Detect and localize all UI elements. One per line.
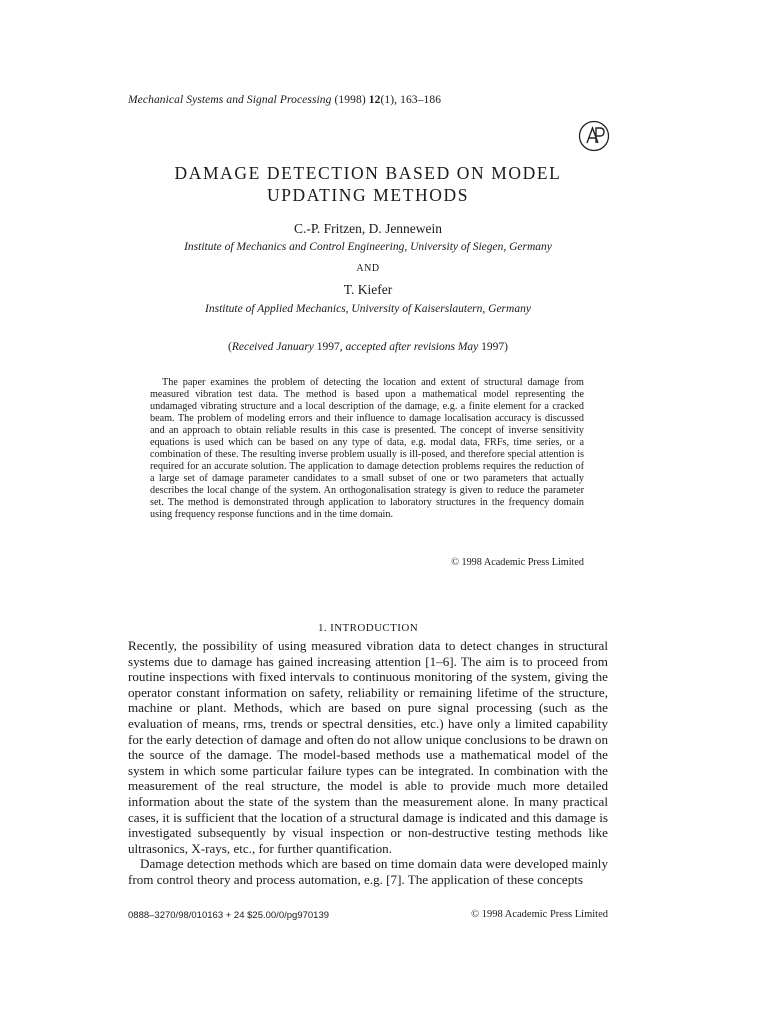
received-year: 1997, bbox=[313, 341, 346, 353]
introduction-body bbox=[128, 638, 608, 888]
abstract-text: The paper examines the problem of detecting the location and extent of structural damage from measured vibration test data. The method is based upon a mathematical model representing the undamaged vibrating structure and a local description of the damage, e.g. a finite element for a cracked beam. The problem of modeling errors and their influence to damage localisation accuracy is discussed and an approach to obtain reliable results in this case is presented. The concept of inverse sensitivity equations is used which can be based on any type of data, e.g. modal data, FRFs, time series, or a combination of these. The resulting inverse problem usually is ill-posed, and therefore special attention is required for an accurate solution. The application to damage detection problems requires the reduction of a large set of damage parameter candidates to a small subset of one or two parameters that actually describes the local change of the system. An orthogonalisation strategy is given to reduce the parameter set. The method is demonstrated through application to laboratory structures in the frequency domain using frequency response functions and in the time domain. bbox=[150, 377, 584, 520]
received-label: Received January bbox=[231, 341, 314, 353]
title-line-2: UPDATING METHODS bbox=[266, 185, 470, 205]
affiliation-2: Institute of Applied Mechanics, University of Kaiserslautern, Germany bbox=[205, 303, 531, 315]
received-open-paren: ( bbox=[228, 341, 232, 353]
journal-issue-pages: (1), 163–186 bbox=[380, 94, 442, 106]
body-paragraph-1: Recently, the possibility of using measured vibration data to detect changes in structural systems due to damage has gained increasing attention [1–6]. The aim is to proceed from routine inspections with fixed intervals to continuous monitoring of the system, giving the operator constant information on safety, reliability or remaining lifetime of the structure, machine or plant. Methods, which are based on pure signal processing (such as the evaluation of means, rms, trends or spectral densities, etc.) have only a limited capability for the early detection of damage and often do not allow unique conclusions to be drawn on the source of the damage. The model-based methods use a mathematical model of the system in which some particular failure types can be integrated. In combination with the measurement of the real structure, the model is able to provide much more detailed information about the state of the system than the measurement alone. In many practical cases, it is sufficient that the location of a structural damage is indicated and this damage is investigated subsequently by visual inspection or non-destructive testing methods like ultrasonics, X-rays, etc., for further quantification. bbox=[128, 638, 608, 856]
paper-title bbox=[128, 162, 608, 206]
section-heading-introduction: 1. INTRODUCTION bbox=[317, 622, 419, 634]
title-line-1: DAMAGE DETECTION BASED ON MODEL bbox=[174, 163, 562, 183]
author-group-1: C.-P. Fritzen, D. Jennewein bbox=[293, 221, 443, 236]
footer-doi-code: 0888–3270/98/010163 + 24 $25.00/0/pg970139 bbox=[128, 910, 330, 921]
journal-year: (1998) bbox=[334, 94, 366, 106]
footer-copyright: © 1998 Academic Press Limited bbox=[471, 909, 608, 920]
abstract-copyright: © 1998 Academic Press Limited bbox=[451, 557, 584, 568]
affiliation-1: Institute of Mechanics and Control Engineering, University of Siegen, Germany bbox=[184, 241, 552, 253]
journal-volume: 12 bbox=[368, 94, 381, 106]
and-separator: AND bbox=[356, 263, 380, 274]
body-paragraph-2: Damage detection methods which are based on time domain data were developed mainly from control theory and process automation, e.g. [7]. The application of these concepts bbox=[128, 856, 608, 887]
author-group-2: T. Kiefer bbox=[343, 282, 393, 297]
journal-name: Mechanical Systems and Signal Processing bbox=[128, 94, 332, 106]
accepted-label: accepted after revisions May bbox=[345, 341, 479, 353]
journal-citation bbox=[128, 94, 441, 106]
received-dates bbox=[128, 341, 608, 353]
accepted-year: 1997) bbox=[478, 341, 508, 353]
academic-press-logo-icon bbox=[578, 120, 610, 152]
